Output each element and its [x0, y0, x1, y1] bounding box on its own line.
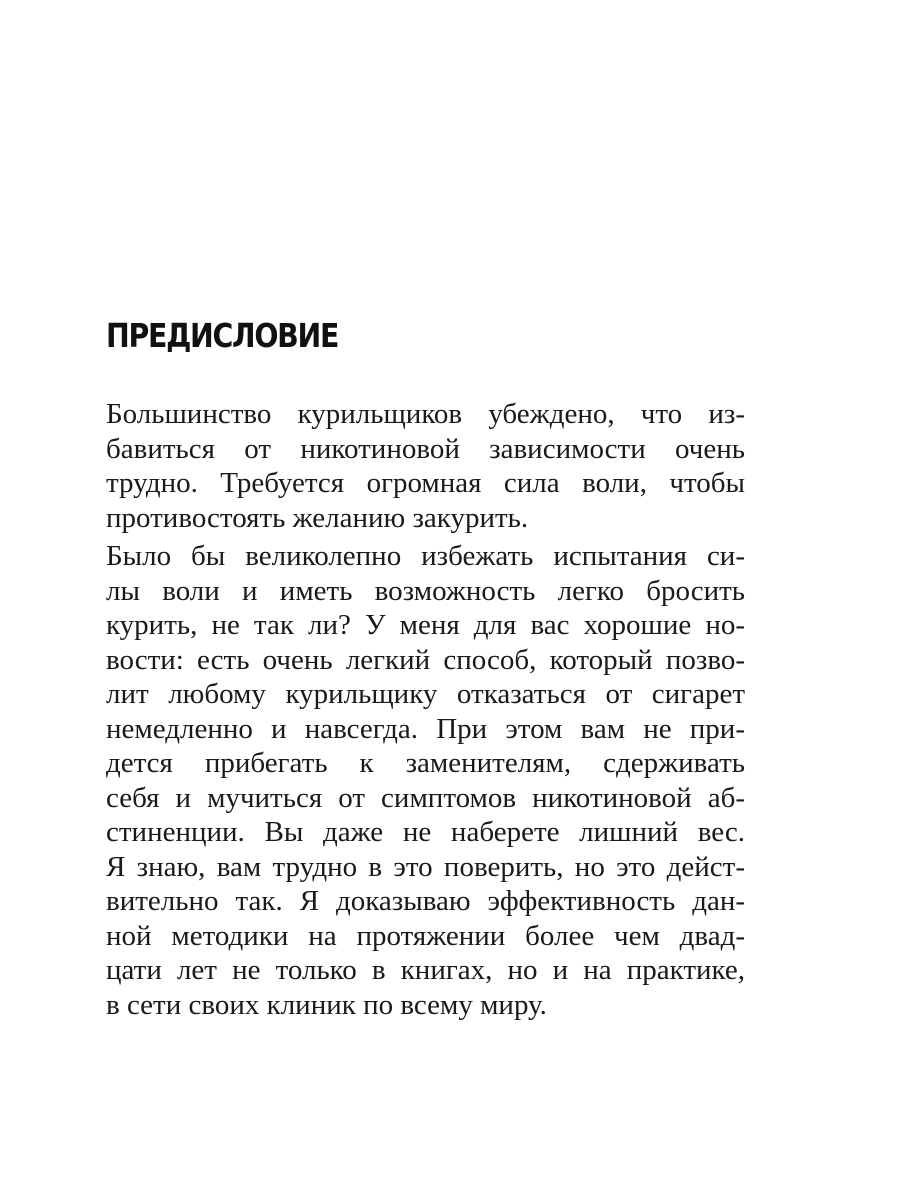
- text-line: ной методики на протяжении более чем двад-: [106, 919, 745, 952]
- text-line: вости: есть очень легкий способ, который позво-: [106, 643, 745, 676]
- text-line: Было бы великолепно избежать испытания си-: [106, 540, 745, 572]
- text-line: вительно так. Я доказываю эффективность дан-: [106, 885, 745, 917]
- chapter-heading: ПРЕДИСЛОВИЕ: [106, 316, 339, 355]
- text-line: трудно. Требуется огромная сила воли, чтобы: [106, 467, 745, 499]
- text-line: немедленно и навсегда. При этом вам не при-: [106, 712, 745, 745]
- paragraph-2: [106, 539, 745, 1022]
- text-line: себя и мучиться от симптомов никотиновой аб-: [106, 781, 745, 814]
- text-line: Большинство курильщиков убеждено, что из-: [106, 398, 745, 430]
- text-line: цати лет не только в книгах, но и на практике,: [106, 954, 745, 986]
- text-line: лит любому курильщику отказаться от сигарет: [106, 678, 745, 710]
- text-line: Я знаю, вам трудно в это поверить, но это дейст-: [106, 850, 745, 883]
- text-line: дется прибегать к заменителям, сдерживать: [106, 747, 745, 779]
- text-line: стиненции. Вы даже не наберете лишний вес.: [106, 816, 745, 848]
- text-line: лы воли и иметь возможность легко бросить: [106, 574, 745, 607]
- text-line: в сети своих клиник по всему миру.: [106, 988, 547, 1021]
- text-line: бавиться от никотиновой зависимости очень: [106, 432, 745, 465]
- text-line: противостоять желанию закурить.: [106, 501, 529, 534]
- text-line: курить, не так ли? У меня для вас хорошие но-: [106, 609, 745, 641]
- paragraph-1: [106, 397, 745, 535]
